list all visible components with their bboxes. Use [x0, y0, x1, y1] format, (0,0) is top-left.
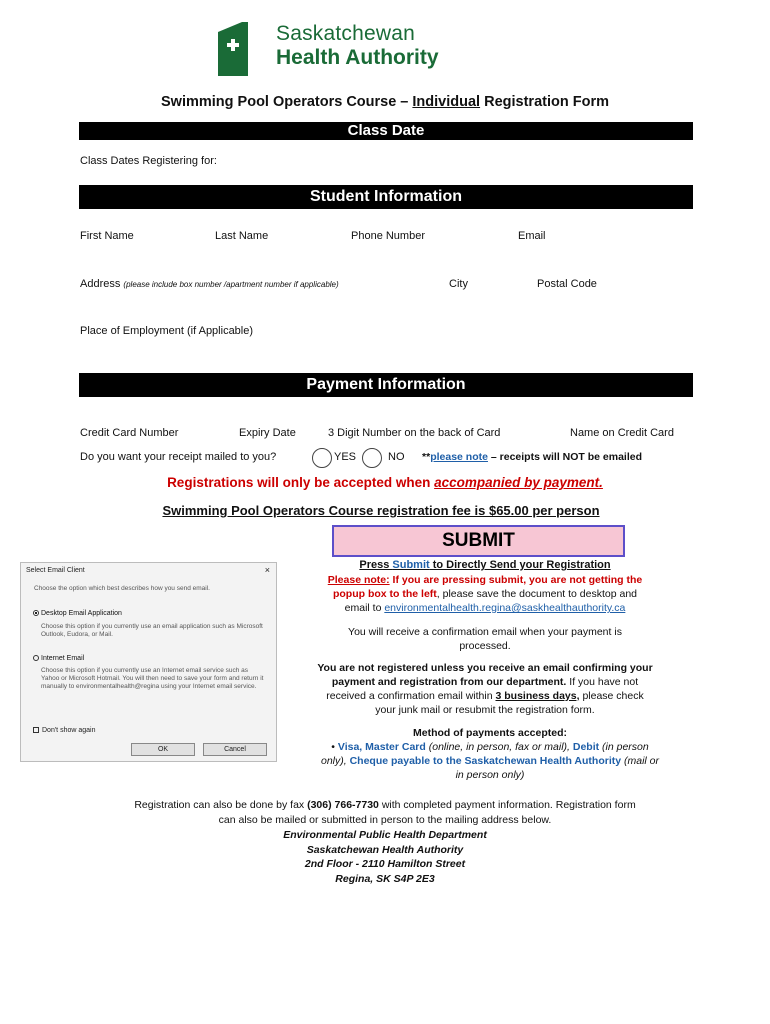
internet-email-radio[interactable]	[33, 655, 39, 661]
fax-info	[0, 798, 770, 828]
method-debit-note: (in person	[599, 741, 649, 753]
address-city: Regina, SK S4P 2E3	[335, 872, 435, 885]
popup-rest-text: , please save the document to desktop and	[436, 588, 638, 600]
payment-methods	[280, 726, 700, 782]
methods-line-2	[280, 754, 700, 768]
fax-line-1-suffix: with completed payment information. Registration form	[378, 799, 636, 811]
email-client-dialog	[20, 562, 277, 762]
title-prefix: Swimming Pool Operators Course –	[161, 94, 413, 110]
name-on-card-input[interactable]	[570, 400, 690, 424]
email-input[interactable]	[518, 245, 690, 265]
postal-code-label: Postal Code	[537, 278, 597, 290]
address-org: Saskatchewan Health Authority	[306, 843, 464, 856]
dialog-intro: Choose the option which best describes how you send email.	[34, 585, 210, 592]
popup-box-text: popup box to the left	[332, 588, 437, 600]
cvv-input[interactable]	[328, 400, 558, 424]
reg-line-4: your junk mail or resubmit the registration form.	[375, 704, 595, 716]
desktop-email-label: Desktop Email Application	[41, 610, 122, 617]
reg-line-3-suffix: please check	[579, 690, 644, 702]
confirmation-line-1: You will receive a confirmation email when your payment is	[348, 626, 622, 638]
phone-input[interactable]	[351, 245, 511, 265]
internet-email-desc: Choose this option if you currently use an Internet email service such as Yahoo or Microsoft Hotmail. You will then need to save your form and return it manually to environmentalhealth@regina using your Internet email service.	[41, 667, 264, 690]
receipt-question: Do you want your receipt mailed to you?	[80, 451, 277, 463]
class-dates-label: Class Dates Registering for:	[80, 155, 217, 167]
confirmation-line-2: processed.	[459, 640, 511, 652]
first-name-input[interactable]	[80, 245, 210, 265]
submit-note-line-3	[290, 601, 680, 615]
receipt-note-suffix: – receipts will NOT be emailed	[487, 451, 643, 463]
desktop-email-desc: Choose this option if you currently use an email application such as Microsoft Outlook, Eudora, or Mail.	[41, 623, 263, 638]
title-underlined: Individual	[412, 94, 481, 110]
methods-bullet: •	[331, 741, 335, 753]
dont-show-checkbox-box[interactable]	[33, 727, 39, 733]
dialog-title: Select Email Client	[26, 567, 85, 574]
submit-note-line-2	[290, 587, 680, 601]
press-submit-line	[290, 559, 680, 571]
dialog-cancel-button[interactable]: Cancel	[203, 743, 267, 756]
reg-line-2-bold: payment and registration from our department.	[331, 676, 567, 688]
methods-line-2-prefix: only),	[320, 755, 350, 767]
method-visa: Visa, Master Card	[337, 741, 426, 753]
internet-email-label: Internet Email	[41, 655, 85, 662]
submit-button[interactable]: SUBMIT	[332, 525, 625, 557]
student-info-heading: Student Information	[79, 185, 693, 209]
dialog-close-icon[interactable]: ×	[264, 565, 270, 575]
city-input[interactable]	[449, 293, 529, 313]
payment-notice-prefix: Registrations will only be accepted when	[167, 475, 435, 490]
payment-notice-emphasis: accompanied by payment.	[434, 475, 603, 490]
name-on-card-label: Name on Credit Card	[570, 427, 674, 439]
mailing-address	[0, 828, 770, 886]
method-cheque: Cheque payable to the Saskatchewan Health Authority	[349, 755, 622, 767]
payment-notice	[0, 475, 770, 490]
postal-code-input[interactable]	[537, 293, 687, 313]
address-input[interactable]	[80, 293, 440, 313]
course-fee: Swimming Pool Operators Course registration fee is $65.00 per person	[162, 503, 600, 518]
reg-line-3-days: 3 business days,	[495, 690, 580, 702]
class-dates-input[interactable]	[250, 152, 690, 168]
fax-line-1-prefix: Registration can also be done by fax	[134, 799, 308, 811]
reg-line-2-rest: If you have not	[566, 676, 639, 688]
method-cheque-note: (mail or	[621, 755, 660, 767]
methods-heading: Method of payments accepted:	[412, 727, 568, 739]
phone-label: Phone Number	[351, 230, 425, 242]
submit-note	[290, 573, 680, 615]
fax-line-2: can also be mailed or submitted in person to the mailing address below.	[218, 814, 552, 826]
last-name-input[interactable]	[215, 245, 345, 265]
address-label-text: Address	[80, 278, 124, 290]
press-suffix: to Directly Send your Registration	[429, 559, 611, 571]
first-name-label: First Name	[80, 230, 134, 242]
health-authority-logo-icon	[218, 22, 248, 76]
press-prefix: Press	[359, 559, 393, 571]
address-street: 2nd Floor - 2110 Hamilton Street	[304, 858, 466, 870]
method-visa-note: (online, in person, fax or mail),	[425, 741, 573, 753]
address-dept: Environmental Public Health Department	[283, 829, 487, 841]
receipt-note	[422, 451, 642, 463]
class-date-heading: Class Date	[79, 122, 693, 140]
receipt-note-link[interactable]: please note	[430, 451, 488, 463]
confirmation-text	[290, 625, 680, 653]
submit-note-line-1	[290, 573, 680, 587]
receipt-note-prefix: **	[422, 451, 431, 463]
form-title	[0, 94, 770, 110]
desktop-email-radio[interactable]	[33, 610, 39, 616]
dont-show-label: Don't show again	[42, 727, 96, 734]
methods-line-3: in person only)	[455, 769, 525, 781]
please-note-label: Please note:	[327, 574, 390, 586]
receipt-yes-label: YES	[334, 451, 357, 463]
card-number-label: Credit Card Number	[80, 427, 179, 439]
fax-line-1	[0, 798, 770, 813]
dialog-ok-button[interactable]: OK	[131, 743, 195, 756]
internet-email-option[interactable]	[33, 655, 84, 662]
desktop-email-option[interactable]	[33, 610, 122, 617]
reg-line-3	[280, 689, 690, 703]
dont-show-again-checkbox[interactable]	[33, 727, 95, 734]
please-note-text: If you are pressing submit, you are not getting the	[389, 574, 643, 586]
address-note: (please include box number /apartment number if applicable)	[123, 280, 339, 289]
payment-info-heading: Payment Information	[79, 373, 693, 397]
methods-line-1	[280, 740, 700, 754]
employment-input[interactable]	[80, 340, 690, 362]
expiry-input[interactable]	[239, 400, 319, 424]
logo-line-1: Saskatchewan	[276, 22, 415, 45]
employment-label: Place of Employment (if Applicable)	[80, 325, 254, 337]
city-label: City	[449, 278, 468, 290]
department-email-link[interactable]: environmentalhealth.regina@saskhealthauthority.ca	[384, 602, 626, 614]
reg-line-3-prefix: received a confirmation email within	[326, 690, 496, 702]
registration-warning	[280, 661, 690, 717]
email-prefix: email to	[344, 602, 385, 614]
receipt-no-label: NO	[388, 451, 405, 463]
expiry-label: Expiry Date	[239, 427, 296, 439]
last-name-label: Last Name	[215, 230, 269, 242]
fax-number: (306) 766-7730	[307, 799, 379, 811]
reg-line-2	[280, 675, 690, 689]
receipt-yes-radio[interactable]	[312, 448, 332, 468]
title-suffix: Registration Form	[480, 94, 609, 110]
press-submit-link[interactable]: Submit	[392, 559, 430, 571]
logo-line-2: Health Authority	[276, 46, 439, 69]
email-label: Email	[518, 230, 546, 242]
card-number-input[interactable]	[80, 400, 230, 424]
receipt-no-radio[interactable]	[362, 448, 382, 468]
method-debit: Debit	[572, 741, 600, 753]
cvv-label: 3 Digit Number on the back of Card	[328, 427, 501, 439]
address-label	[80, 278, 339, 290]
reg-line-1: You are not registered unless you receive an email confirming your	[317, 662, 653, 674]
